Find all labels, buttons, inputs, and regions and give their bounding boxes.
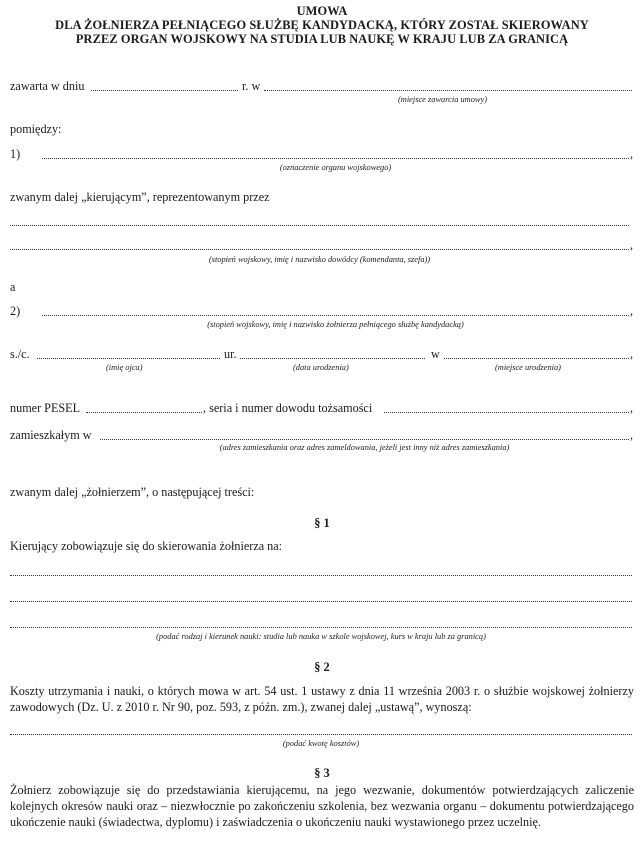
document-subtitle-line2: PRZEZ ORGAN WOJSKOWY NA STUDIA LUB NAUKĘ W KRAJU LUB ZA GRANICĄ [75, 32, 569, 46]
comma: , [630, 401, 634, 415]
dowodca-field-1[interactable] [10, 225, 629, 226]
label-seria: , seria i numer dowodu tożsamości [203, 401, 373, 415]
ojciec-field[interactable] [37, 358, 220, 359]
date-field[interactable] [91, 90, 238, 91]
hint-adres: (adres zamieszkania oraz adres zameldowania, jeżeli jest inny niż adres zamieszkania) [219, 443, 510, 452]
section-2-text: Koszty utrzymania i nauki, o których mowa w art. 54 ust. 1 ustawy z dnia 11 września 2003 r. o służbie wojskowej żołnierzy zawodowych (Dz. U. z 2010 r. Nr 90, poz. 593, z późn. zm.), zwanej dalej „ustawą”, wynoszą: [10, 684, 634, 714]
label-w: w [431, 347, 440, 361]
label-pomiedzy: pomiędzy: [10, 122, 62, 136]
label-pesel: numer PESEL [10, 401, 81, 415]
document-subtitle-line1: DLA ŻOŁNIERZA PEŁNIĄCEGO SŁUŻBĘ KANDYDACKĄ, KTÓRY ZOSTAŁ SKIEROWANY [55, 18, 589, 32]
kierunek-field-1[interactable] [10, 575, 632, 576]
section-1-text: Kierujący zobowiązuje się do skierowania żołnierza na: [10, 539, 283, 553]
section-2-heading: § 2 [314, 660, 330, 674]
place-field[interactable] [264, 90, 632, 91]
section-3-heading: § 3 [314, 766, 330, 780]
document-title: UMOWA [296, 4, 348, 18]
label-a: a [10, 280, 16, 294]
id-number-field[interactable] [384, 412, 629, 413]
label-zamieszkaly: zamieszkałym w [10, 428, 92, 442]
pesel-field[interactable] [86, 412, 202, 413]
comma: , [630, 304, 634, 318]
organ-field[interactable] [42, 158, 629, 159]
hint-ojca: (imię ojca) [106, 363, 143, 372]
zolnierz-field[interactable] [42, 315, 629, 316]
hint-miejsce-ur: (miejsce urodzenia) [495, 363, 561, 372]
kierunek-field-3[interactable] [10, 627, 632, 628]
birthplace-field[interactable] [444, 358, 629, 359]
address-field[interactable] [100, 439, 629, 440]
label-so: s./c. [10, 347, 30, 361]
birthdate-field[interactable] [240, 358, 425, 359]
hint-zolnierz: (stopień wojskowy, imię i nazwisko żołnierza pełniącego służbę kandydacką) [207, 320, 464, 329]
dowodca-field-2[interactable] [10, 249, 629, 250]
comma: , [630, 347, 634, 361]
comma: , [630, 147, 634, 161]
label-ur: ur. [224, 347, 237, 361]
comma: , [630, 428, 634, 442]
label-zawarta: zawarta w dniu [10, 79, 85, 93]
label-two: 2) [10, 304, 21, 318]
label-rw: r. w [242, 79, 261, 93]
section-1-heading: § 1 [314, 516, 330, 530]
section-1-hint: (podać rodzaj i kierunek nauki: studia lub nauka w szkole wojskowej, kurs w kraju lub za granicą) [156, 632, 486, 641]
kierunek-field-2[interactable] [10, 601, 632, 602]
label-zolnierzem: zwanym dalej „żołnierzem”, o następującej treści: [10, 485, 255, 499]
section-3-text: Żołnierz zobowiązuje się do przedstawiania kierującemu, na jego wezwanie, dokumentów potwierdzających zaliczenie kolejnych okresów nauki oraz – niezwłocznie po zakończeniu szkolenia, bez wezwania organu – dokumentu potwierdzającego ukończenie nauki (świadectwa, dyplomu) i zaświadczenia o ukończeniu nauki wystawionego przez uczelnię. [10, 783, 634, 829]
kwota-field[interactable] [10, 734, 632, 735]
hint-data: (data urodzenia) [293, 363, 349, 372]
hint-dowodca: (stopień wojskowy, imię i nazwisko dowódcy (komendanta, szefa)) [208, 255, 431, 264]
comma: , [630, 238, 634, 252]
hint-organ: (oznaczenie organu wojskowego) [279, 163, 392, 172]
section-2-hint: (podać kwotę kosztów) [282, 739, 360, 748]
hint-place: (miejsce zawarcia umowy) [398, 95, 488, 104]
label-one: 1) [10, 147, 21, 161]
label-kierujacy: zwanym dalej „kierującym”, reprezentowanym przez [10, 190, 270, 204]
